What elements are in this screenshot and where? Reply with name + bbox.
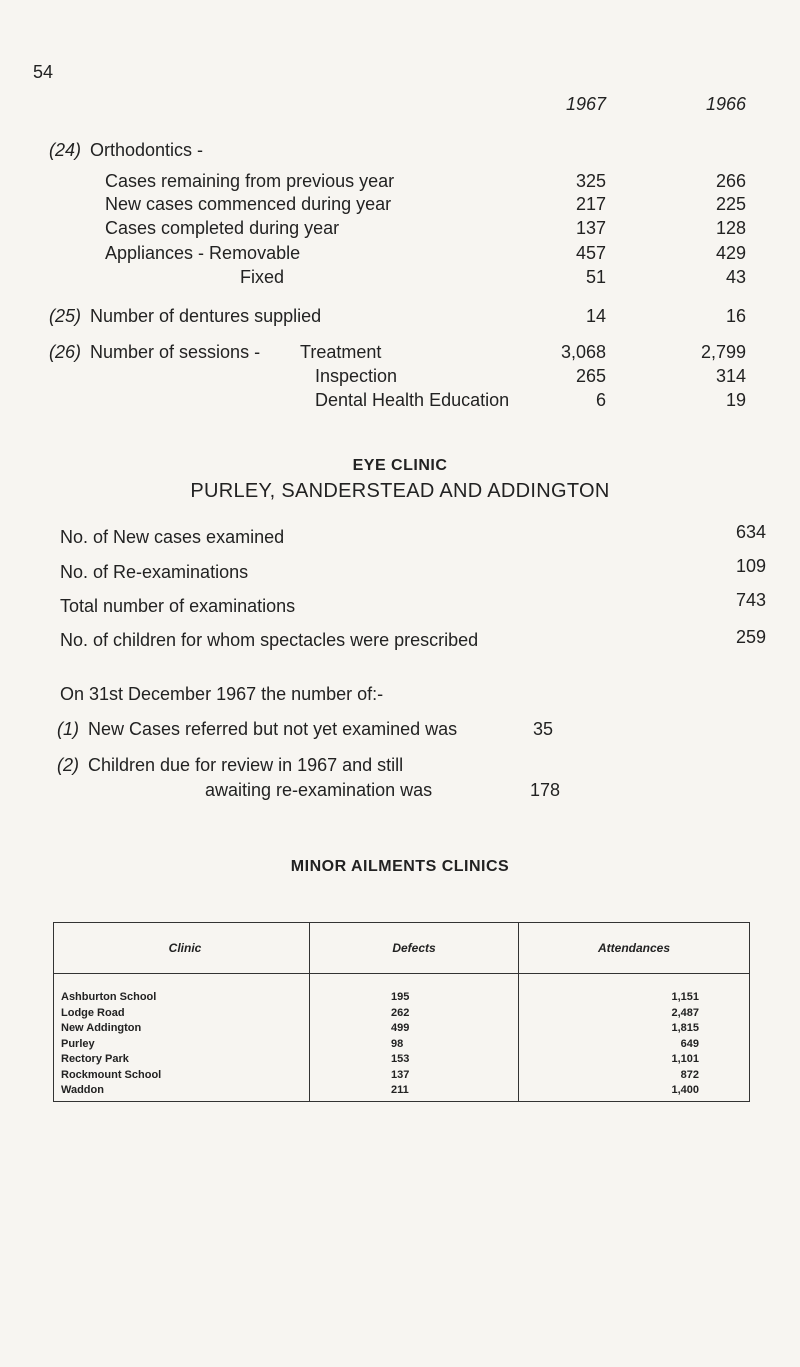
sessions-value-1967: 6 [595,390,606,410]
sessions-label-dental-health: Dental Health Education [315,390,510,410]
clinic-name: Waddon [61,1084,104,1096]
table-header-row [54,923,750,974]
ortho-value-1966: 43 [725,267,746,287]
sessions-label-treatment: Treatment [300,342,382,362]
december-item2-label-line1: Children due for review in 1967 and still [88,755,404,775]
defects-value: 153 [391,1053,410,1065]
year-1967-header: 1967 [565,94,606,114]
ortho-value-1966: 429 [715,243,746,263]
sessions-value-1966: 2,799 [700,342,746,362]
eye-label-new-cases: No. of New cases examined [60,527,285,547]
ortho-label-cases-completed: Cases completed during year [105,218,340,238]
dentures-number: (25) [49,306,82,326]
header-attendances: Attendances [519,923,750,974]
december-item1-number: (1) [57,719,79,739]
defects-value: 499 [391,1022,410,1034]
header-clinic: Clinic [54,923,310,974]
december-item1-label: New Cases referred but not yet examined was [88,719,458,739]
ortho-value-1966: 266 [715,171,746,191]
sessions-number: (26) [49,342,82,362]
sessions-label: Number of sessions - [90,342,261,362]
december-item2-number: (2) [57,755,79,775]
page-number: 54 [33,62,54,82]
minor-ailments-title: MINOR AILMENTS CLINICS [290,858,510,875]
eye-value-re-examinations: 109 [735,556,766,576]
ortho-value-1966: 128 [715,218,746,238]
attendances-value: 1,151 [671,991,699,1003]
clinic-name: New Addington [61,1022,142,1034]
ortho-value-1967: 137 [575,218,606,238]
defects-value: 137 [391,1068,410,1081]
orthodontics-number: (24) [49,140,82,160]
clinic-name: Rockmount School [61,1068,162,1081]
defects-value: 195 [391,991,410,1003]
sessions-value-1967: 265 [575,366,606,386]
clinic-name: Rectory Park [61,1053,129,1065]
sessions-value-1966: 314 [715,366,746,386]
dentures-value-1967: 14 [585,306,606,326]
ortho-value-1967: 325 [575,171,606,191]
attendances-value: 872 [680,1068,699,1081]
ortho-label-appliances-removable: Appliances - Removable [105,243,301,263]
ortho-label-new-cases: New cases commenced during year [105,194,392,214]
eye-label-total-examinations: Total number of examinations [60,596,296,616]
year-1966-header: 1966 [705,94,746,114]
december-item2-label-line2: awaiting re-examination was [205,780,433,800]
clinic-name: Purley [61,1037,95,1050]
december-intro: On 31st December 1967 the number of:- [60,684,384,704]
ortho-label-fixed: Fixed [240,267,285,287]
attendances-value: 649 [680,1037,699,1050]
dentures-value-1966: 16 [725,306,746,326]
attendances-value: 2,487 [671,1006,699,1019]
sessions-value-1967: 3,068 [560,342,606,362]
eye-clinic-title: EYE CLINIC [352,457,448,474]
clinic-name: Ashburton School [61,991,157,1003]
defects-value: 98 [391,1037,404,1050]
sessions-label-inspection: Inspection [315,366,398,386]
eye-clinic-subtitle: PURLEY, SANDERSTEAD AND ADDINGTON [190,480,610,502]
table-body-row [54,974,750,1102]
orthodontics-heading: Orthodontics - [90,140,204,160]
attendances-value: 1,400 [671,1084,699,1096]
eye-value-new-cases: 634 [735,522,766,542]
eye-value-spectacles: 259 [735,627,766,647]
defects-value: 211 [391,1084,409,1096]
clinic-name: Lodge Road [61,1006,125,1019]
ortho-value-1967: 217 [575,194,606,214]
ortho-value-1967: 51 [585,267,606,287]
december-item2-value: 178 [530,780,561,800]
attendances-value: 1,815 [671,1022,699,1034]
clinic-column [54,974,310,1102]
eye-value-total-examinations: 743 [735,590,766,610]
defects-value: 262 [391,1006,410,1019]
attendances-column [519,974,750,1102]
ortho-value-1967: 457 [575,243,606,263]
minor-ailments-table [53,922,750,1102]
ortho-value-1966: 225 [715,194,746,214]
sessions-value-1966: 19 [725,390,746,410]
eye-label-spectacles: No. of children for whom spectacles were prescribed [60,630,479,650]
attendances-value: 1,101 [671,1053,699,1065]
defects-column [310,974,519,1102]
eye-label-re-examinations: No. of Re-examinations [60,562,249,582]
dentures-label: Number of dentures supplied [90,306,322,326]
header-defects: Defects [310,923,519,974]
ortho-label-cases-remaining: Cases remaining from previous year [105,171,395,191]
december-item1-value: 35 [533,719,554,739]
